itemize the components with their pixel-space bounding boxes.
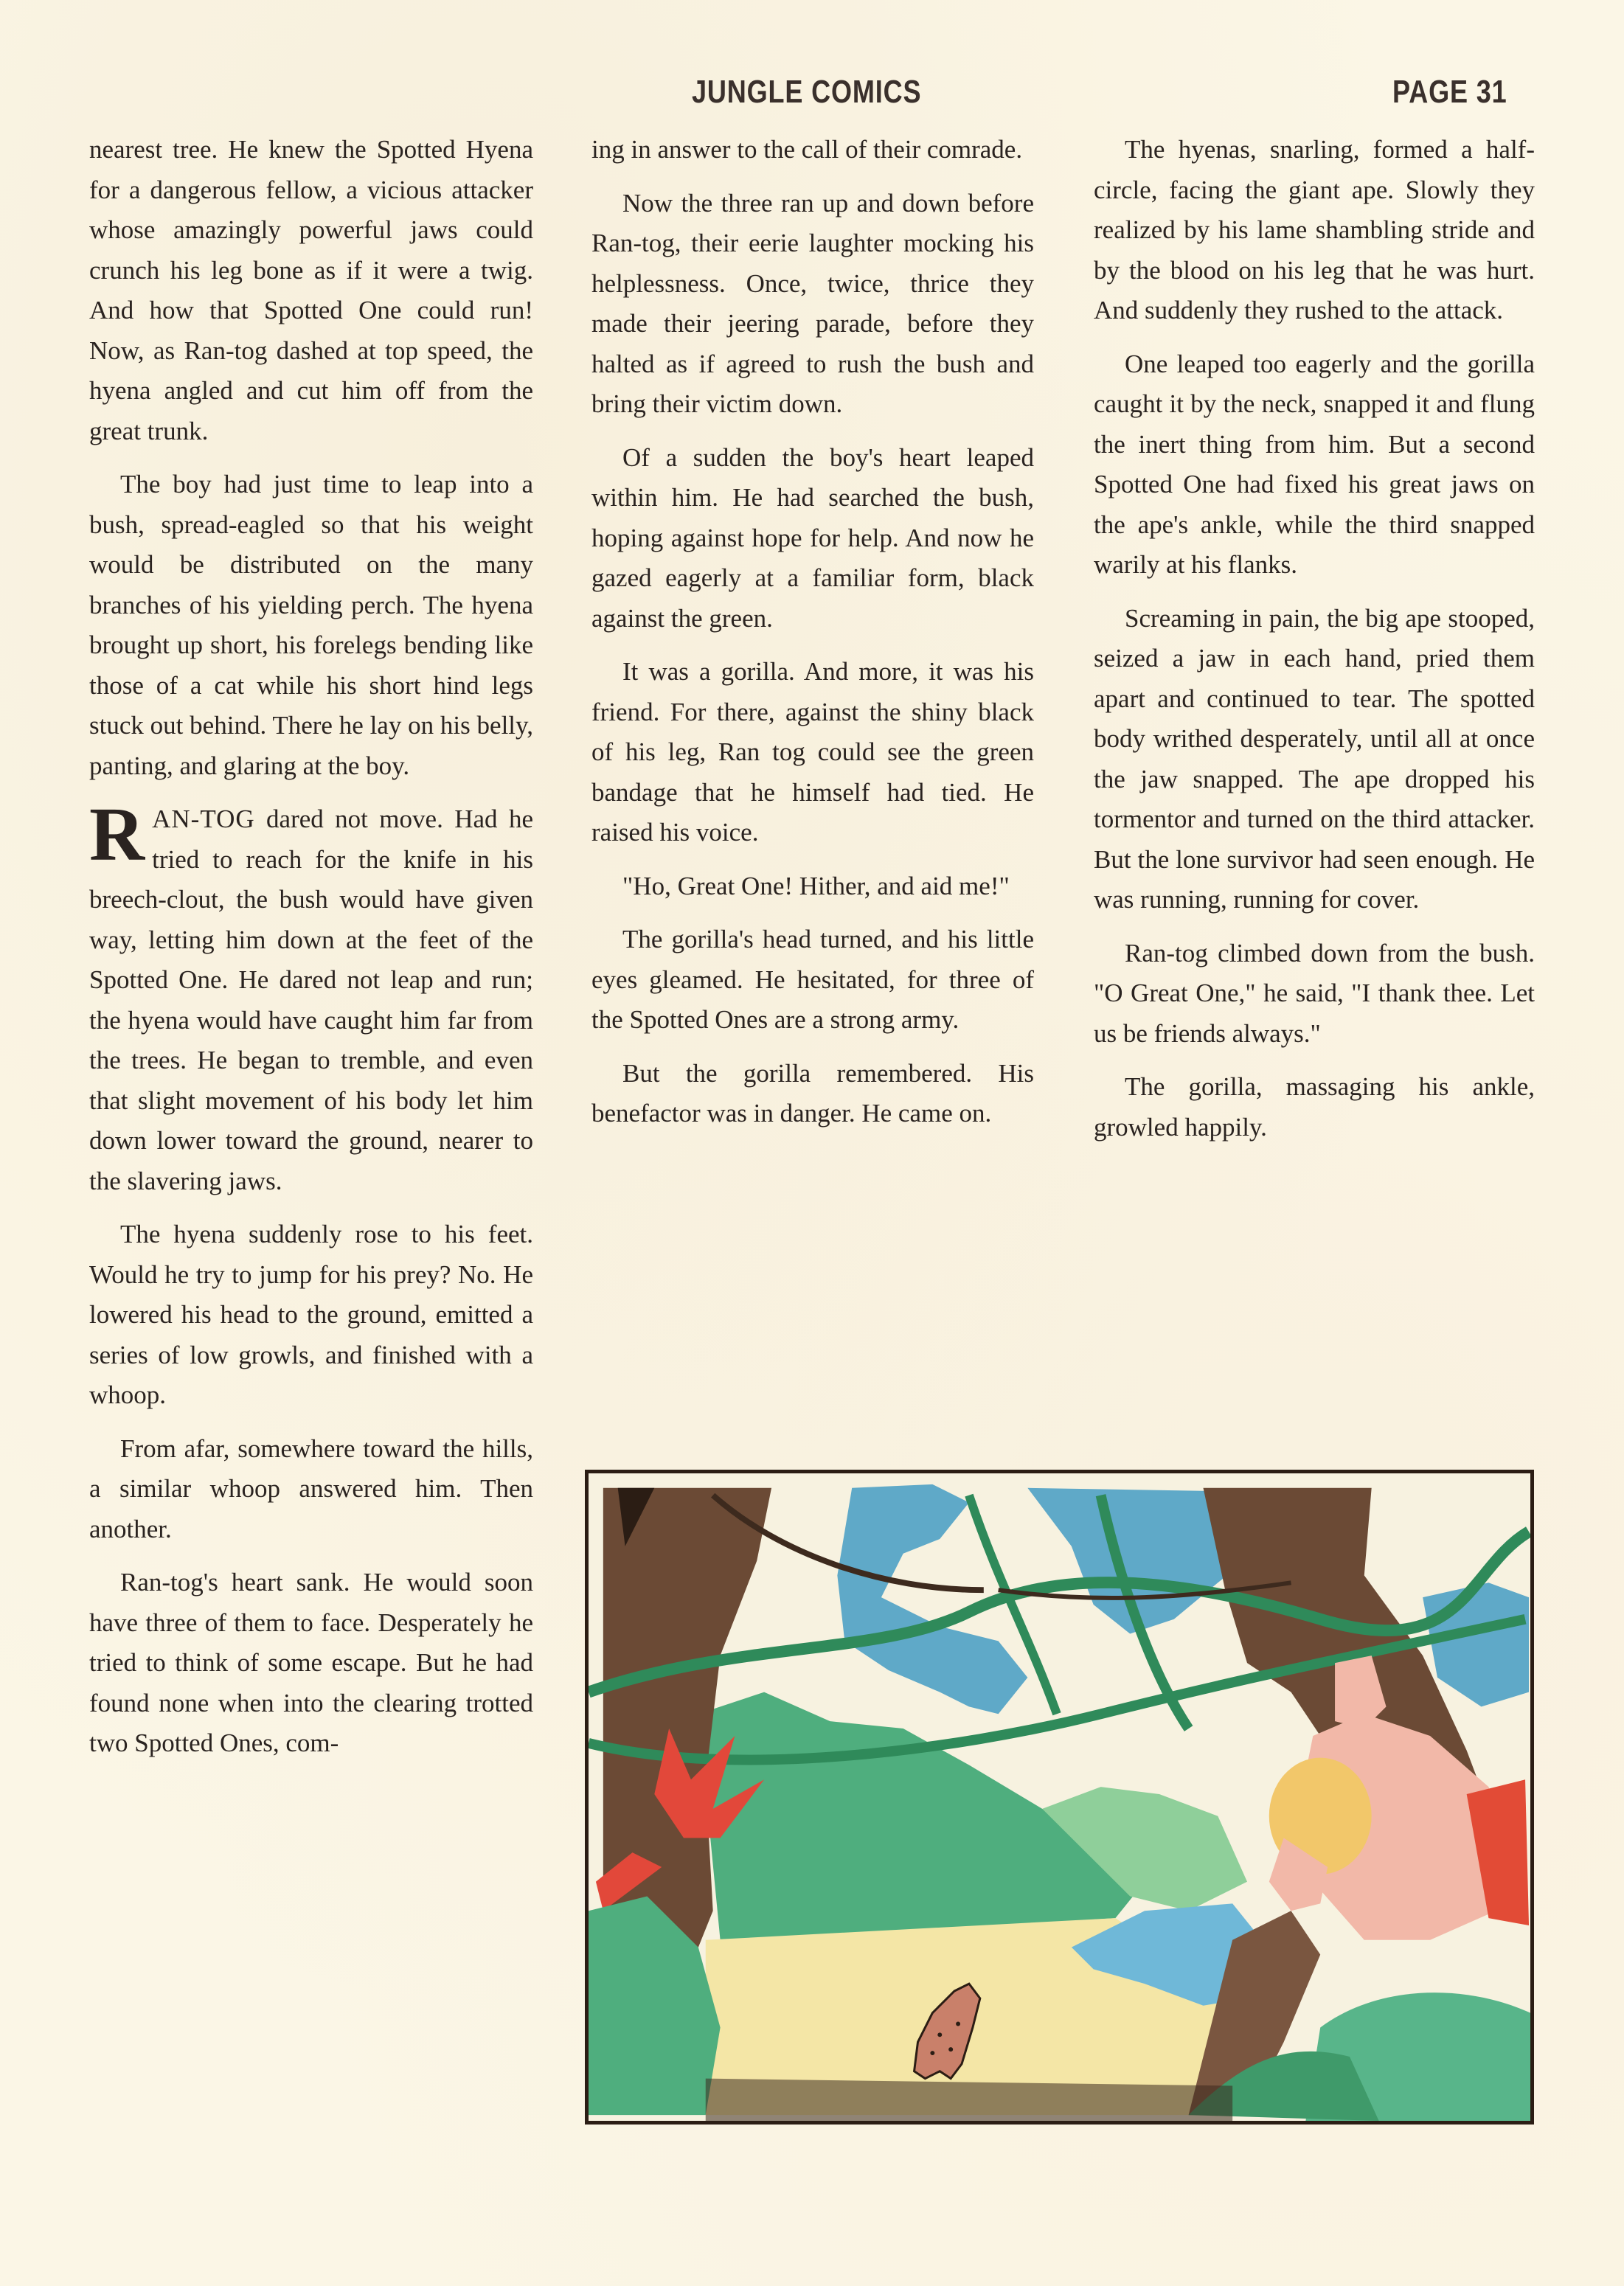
page-number: PAGE 31 xyxy=(1392,74,1507,110)
magazine-title: JUNGLE COMICS xyxy=(692,74,922,110)
paragraph: But the gorilla remembered. His benefactor was in danger. He came on. xyxy=(591,1058,1034,1128)
dropcap-paragraph xyxy=(89,792,533,1201)
paragraph: The boy had just time to leap into a bush, spread-eagled so that his weight would be distributed on the many branches of his yielding perch. The hyena brought up short, his forelegs bending like those of a cat while his short hind legs stuck out behind. There he lay on his belly, panting, and glaring at the boy. xyxy=(89,470,533,780)
paragraph: Screaming in pain, the big ape stooped, seized a jaw in each hand, pried them apart and continued to tear. The spotted body writhed desperately, until all at once the jaw snapped. The ape dropped his tormentor and turned on the third attacker. But the lone survivor had seen enough. He was running, running for cover. xyxy=(1094,603,1535,914)
drop-cap-initial: R xyxy=(89,792,145,877)
text-column-3 xyxy=(1094,130,1535,1161)
paragraph: "Ho, Great One! Hither, and aid me!" xyxy=(622,871,1010,900)
paragraph: It was a gorilla. And more, it was his friend. For there, against the shiny black of his leg, Ran tog could see the green bandage that he himself had tied. He raised his voice. xyxy=(591,657,1034,847)
paragraph: The gorilla's head turned, and his little eyes gleamed. He hesitated, for three of the Spotted Ones are a strong army. xyxy=(591,925,1034,1034)
comic-illustration-panel xyxy=(585,1470,1534,2125)
jungle-scene-illustration xyxy=(589,1473,1530,2121)
paragraph: Ran-tog climbed down from the bush. "O Great One," he said, "I thank thee. Let us be friends always." xyxy=(1094,938,1535,1048)
paragraph: nearest tree. He knew the Spotted Hyena for a dangerous fellow, a vicious attacker whose amazingly powerful jaws could crunch his leg bone as if it were a twig. And how that Spotted One could run! Now, as Ran-tog dashed at top speed, the hyena angled and cut him off from the great trunk. xyxy=(89,135,533,445)
paragraph: One leaped too eagerly and the gorilla caught it by the neck, snapped it and flung the inert thing from him. But a second Spotted One had fixed his great jaws on the ape's ankle, while the third snapped warily at his flanks. xyxy=(1094,349,1535,579)
text-column-1 xyxy=(89,130,533,1777)
paragraph: ing in answer to the call of their comrade. xyxy=(591,135,1023,164)
dropcap-body: dared not move. Had he tried to reach for the knife in his breech-clout, the bush would have given way, letting him down at the feet of the Spotted One. He dared not leap and run; the hyena would have caught him far from the trees. He began to tremble, and even that slight movement of his body let him down lower toward the ground, nearer to the slavering jaws. xyxy=(89,805,533,1195)
paragraph: Of a sudden the boy's heart leaped within him. He had searched the bush, hoping against hope for help. And now he gazed eagerly at a familiar form, black against the green. xyxy=(591,442,1034,633)
paragraph: Now the three ran up and down before Ran-tog, their eerie laughter mocking his helplessness. Once, twice, thrice they made their jeering parade, before they halted as if agreed to rush the bush and bring their victim down. xyxy=(591,188,1034,418)
dropcap-lead: AN-TOG xyxy=(152,805,255,833)
paragraph: The gorilla, massaging his ankle, growled happily. xyxy=(1094,1072,1535,1142)
paragraph: The hyena suddenly rose to his feet. Would he try to jump for his prey? No. He lowered his head to the ground, emitted a series of low growls, and finished with a whoop. xyxy=(89,1220,533,1409)
text-column-2 xyxy=(591,130,1034,1147)
paragraph: The hyenas, snarling, formed a half-circle, facing the giant ape. Slowly they realized by his lame shambling stride and by the blood on his leg that he was hurt. And suddenly they rushed to the attack. xyxy=(1094,135,1535,324)
paragraph: From afar, somewhere toward the hills, a similar whoop answered him. Then another. xyxy=(89,1434,533,1543)
paragraph: Ran-tog's heart sank. He would soon have three of them to face. Desperately he tried to think of some escape. But he had found none when into the clearing trotted two Spotted Ones, com- xyxy=(89,1568,533,1757)
